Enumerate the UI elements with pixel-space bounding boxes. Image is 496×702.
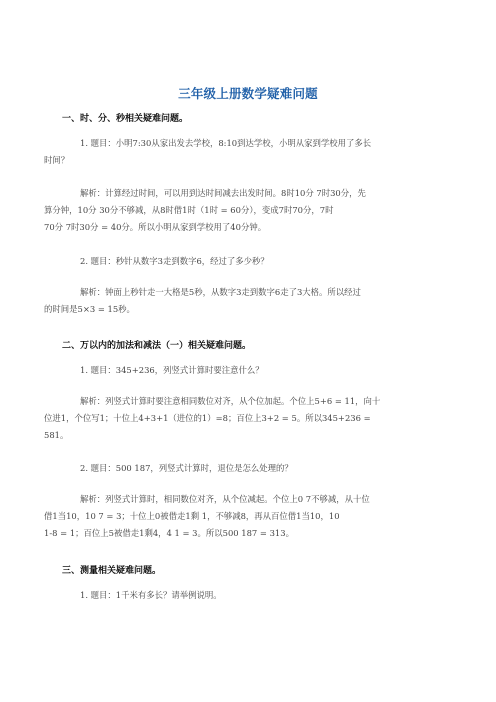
text-line: 时间？ [44, 155, 70, 165]
paragraph [44, 185, 438, 236]
text-line: 位进1，个位写1；十位上4+3+1（进位的1）=8；百位上3+2 = 5。所以345+236 = [44, 413, 371, 423]
text-line: 581。 [44, 430, 69, 440]
text-line: 解析：钟面上秒针走一大格是5秒，从数字3走到数字6走了3大格。所以经过 [80, 287, 361, 297]
paragraph [44, 284, 438, 318]
paragraph [44, 135, 438, 169]
text-line: 1-8 = 1；百位上5被借走1剩4，4 1 = 3。所以500 187 = 313。 [44, 528, 294, 538]
paragraph [62, 587, 438, 604]
section-heading-2: 二、万以内的加法和减法（一）相关疑难问题。 [62, 341, 252, 351]
text-line: 算分钟，10分 30分不够减，从8时借1时（1时 = 60分），变成7时70分，7时 [44, 205, 334, 215]
text-line: 解析：计算经过时间，可以用到达时间减去出发时间。8时10分 7时30分，先 [80, 188, 366, 198]
text-line: 1. 题目：小明7:30从家出发去学校，8:10到达学校，小明从家到学校用了多长 [80, 138, 372, 148]
text-line: 1. 题目：1千米有多长？请举例说明。 [80, 590, 222, 600]
section-heading-1: 一、时、分、秒相关疑难问题。 [62, 114, 189, 124]
text-line: 的时间是5×3 = 15秒。 [44, 304, 135, 314]
text-line: 2. 题目：秒针从数字3走到数字6，经过了多少秒？ [80, 256, 269, 266]
text-line: 借1当10，10 7 = 3；十位上0被借走1剩 1，不够减8，再从百位借1当10，10 [44, 511, 340, 521]
paragraph [62, 460, 438, 477]
text-line: 70分 7时30分 = 40分。所以小明从家到学校用了40分钟。 [44, 222, 267, 232]
text-line: 解析：列竖式计算时，相同数位对齐，从个位减起。个位上0 7不够减，从十位 [80, 494, 370, 504]
text-line: 解析：列竖式计算时要注意相同数位对齐，从个位加起。个位上5+6 = 11，向十 [80, 396, 381, 406]
text-line: 2. 题目：500 187，列竖式计算时，退位是怎么处理的？ [80, 463, 293, 473]
section-heading-3: 三、测量相关疑难问题。 [62, 566, 162, 576]
text-line: 1. 题目：345+236，列竖式计算时要注意什么？ [80, 365, 264, 375]
paragraph [44, 393, 438, 444]
paragraph [44, 491, 438, 542]
document-title: 三年级上册数学疑难问题 [178, 86, 318, 101]
paragraph [62, 362, 438, 379]
paragraph [62, 253, 438, 270]
